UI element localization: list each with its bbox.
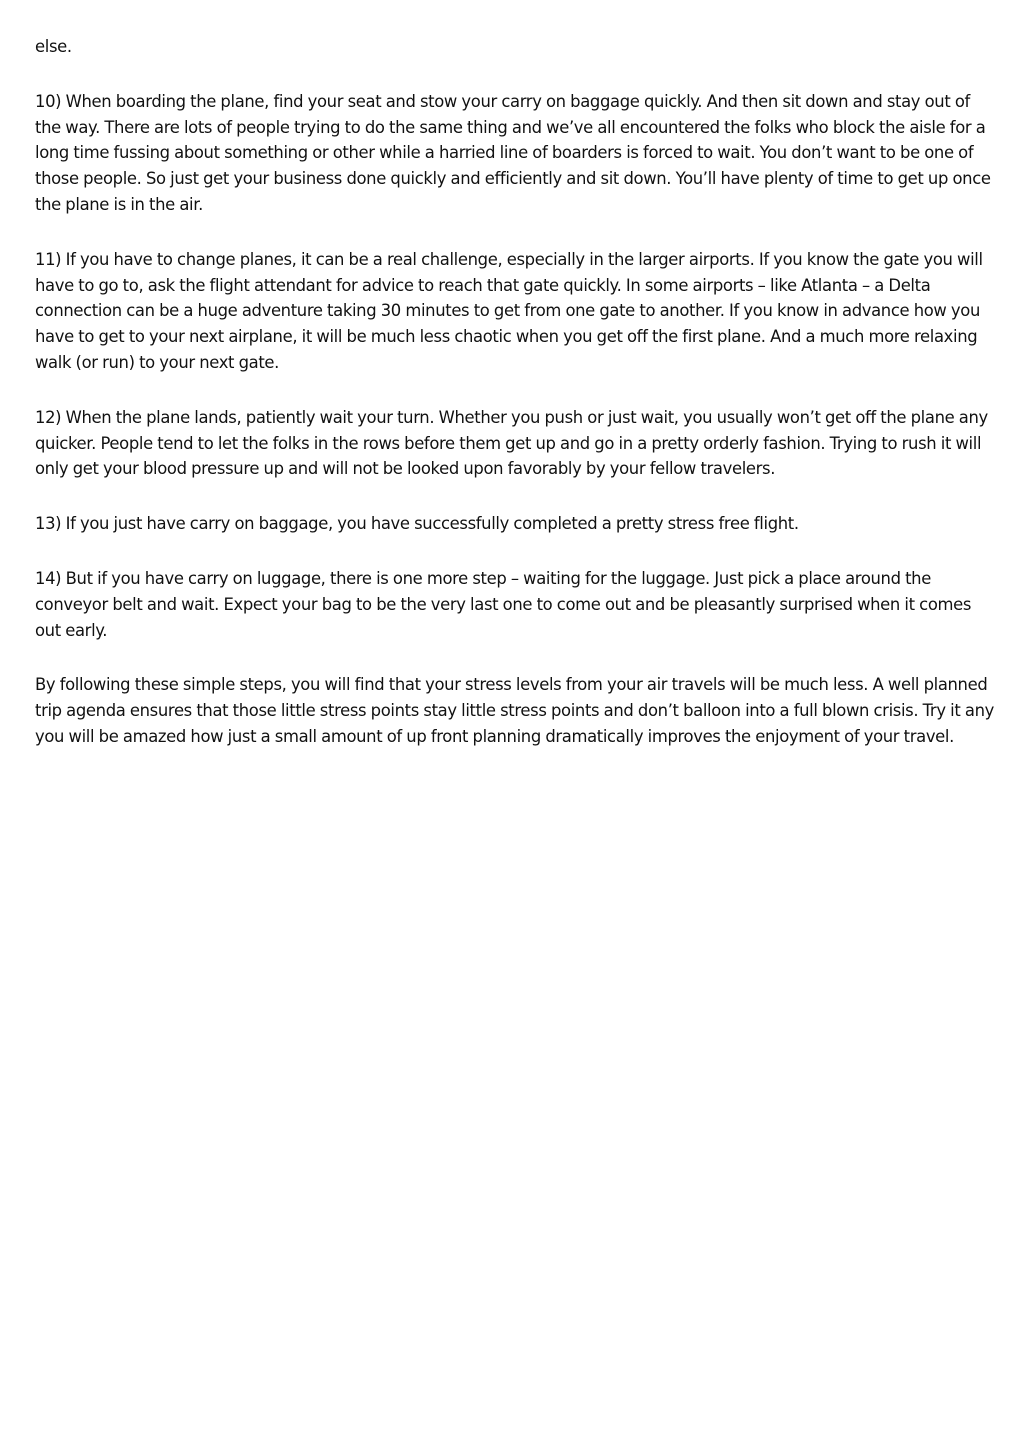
- paragraph-step-12: 12) When the plane lands, patiently wait your turn. Whether you push or just wait, you usually won’t get off the plane any quicker. People tend to let the folks in the rows before them get up and go in a pretty orderly fashion. Trying to rush it will only get your blood pressure up and will not be looked upon favorably by your fellow travelers.: [35, 407, 988, 479]
- paragraph-conclusion: By following these simple steps, you will find that your stress levels from your air travels will be much less. A well planned trip agenda ensures that those little stress points stay little stress points and don’t balloon into a full blown crisis. Try it any you will be amazed how just a small amount of up front planning dramatically improves the enjoyment of your travel.: [35, 675, 994, 746]
- paragraph-step-13: 13) If you just have carry on baggage, you have successfully completed a pretty stress free flight.: [35, 514, 799, 534]
- document-page: [35, 34, 995, 779]
- paragraph-step-10: 10) When boarding the plane, find your seat and stow your carry on baggage quickly. And then sit down and stay out of the way. There are lots of people trying to do the same thing and we’ve all encountered the folks who block the aisle for a long time fussing about something or other while a harried line of boarders is forced to wait. You don’t want to be one of those people. So just get your business done quickly and efficiently and sit down. You’ll have plenty of time to get up once the plane is in the air.: [35, 91, 991, 214]
- paragraph-step-11: 11) If you have to change planes, it can be a real challenge, especially in the larger airports. If you know the gate you will have to go to, ask the flight attendant for advice to reach that gate quickly. In some airports – like Atlanta – a Delta connection can be a huge adventure taking 30 minutes to get from one gate to another. If you know in advance how you have to get to your next airplane, it will be much less chaotic when you get off the first plane. And a much more relaxing walk (or run) to your next gate.: [35, 249, 983, 372]
- paragraph-step-14: 14) But if you have carry on luggage, there is one more step – waiting for the luggage. Just pick a place around the conveyor belt and wait. Expect your bag to be the very last one to come out and be pleasantly surprised when it comes out early.: [35, 568, 972, 640]
- paragraph-continuation: else.: [35, 37, 72, 56]
